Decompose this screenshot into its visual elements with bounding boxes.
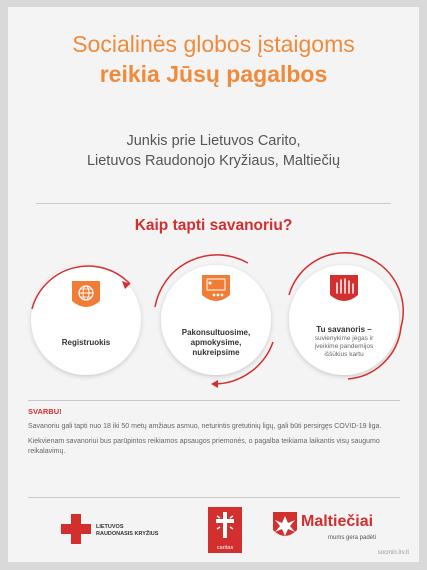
subtitle-line-1: Junkis prie Lietuvos Carito,	[126, 133, 301, 149]
section-title: Kaip tapti savanoriu?	[134, 217, 293, 234]
globe-icon	[72, 281, 100, 307]
divider-2	[28, 400, 400, 401]
step-2-line-1: Pakonsultuosime,	[181, 328, 251, 337]
maltese-cross-shield-icon	[271, 510, 299, 544]
step-2-line-2: apmokysime,	[190, 338, 242, 347]
step-2-line-3: nukreipsime	[192, 348, 240, 357]
caritas-logo-text: caritas	[216, 545, 234, 551]
rk-line-1: LIETUVOS	[96, 524, 124, 530]
steps-circles	[8, 247, 419, 397]
arrow-left-icon	[211, 380, 218, 388]
poster	[8, 7, 419, 562]
divider	[36, 203, 391, 204]
page-title	[8, 29, 419, 89]
rk-line-2: RAUDONASIS KRYŽIUS	[96, 531, 159, 537]
divider-3	[28, 497, 400, 498]
important-title: SVARBU!	[28, 407, 62, 416]
step-2-label	[173, 328, 259, 358]
step-3-label	[300, 325, 388, 359]
training-board-icon	[202, 275, 230, 301]
site-url: socmin.lrv.lt	[377, 550, 409, 556]
important-paragraph-2: Kiekvienam savanoriui bus parūpintos reikiamos apsaugos priemonės, o pagalba teikiama laikantis visų saugumo reikalavimų.	[28, 438, 380, 455]
subtitle-line-2: Lietuvos Raudonojo Kryžiaus, Maltiečių	[86, 153, 341, 169]
maltieciai-logo-text: Maltiečiai	[301, 513, 374, 530]
step-3-sub-2: įveikime pandemijos	[314, 343, 374, 350]
red-cross-logo-icon	[60, 513, 92, 545]
step-1-label: Registruokis	[61, 338, 111, 347]
subtitle	[8, 131, 419, 171]
step-3-sub-3: iššūkius kartu	[324, 351, 364, 358]
raised-hands-icon	[330, 275, 358, 301]
step-3-title: Tu savanoris –	[316, 325, 372, 334]
important-notice	[28, 407, 400, 462]
step-3-sub-1: suvienykime jėgas ir	[314, 335, 374, 342]
title-line-2: reikia Jūsų pagalbos	[99, 61, 328, 87]
title-line-1: Socialinės globos įstaigoms	[72, 31, 355, 57]
maltieciai-tagline: mums gera padėti	[328, 535, 377, 541]
red-cross-logo-text	[96, 524, 158, 538]
important-paragraph-1: Savanoriu gali tapti nuo 18 iki 50 metų amžiaus asmuo, neturintis gretutinių ligų, gali būti persirgęs COVID-19 liga.	[28, 423, 382, 430]
